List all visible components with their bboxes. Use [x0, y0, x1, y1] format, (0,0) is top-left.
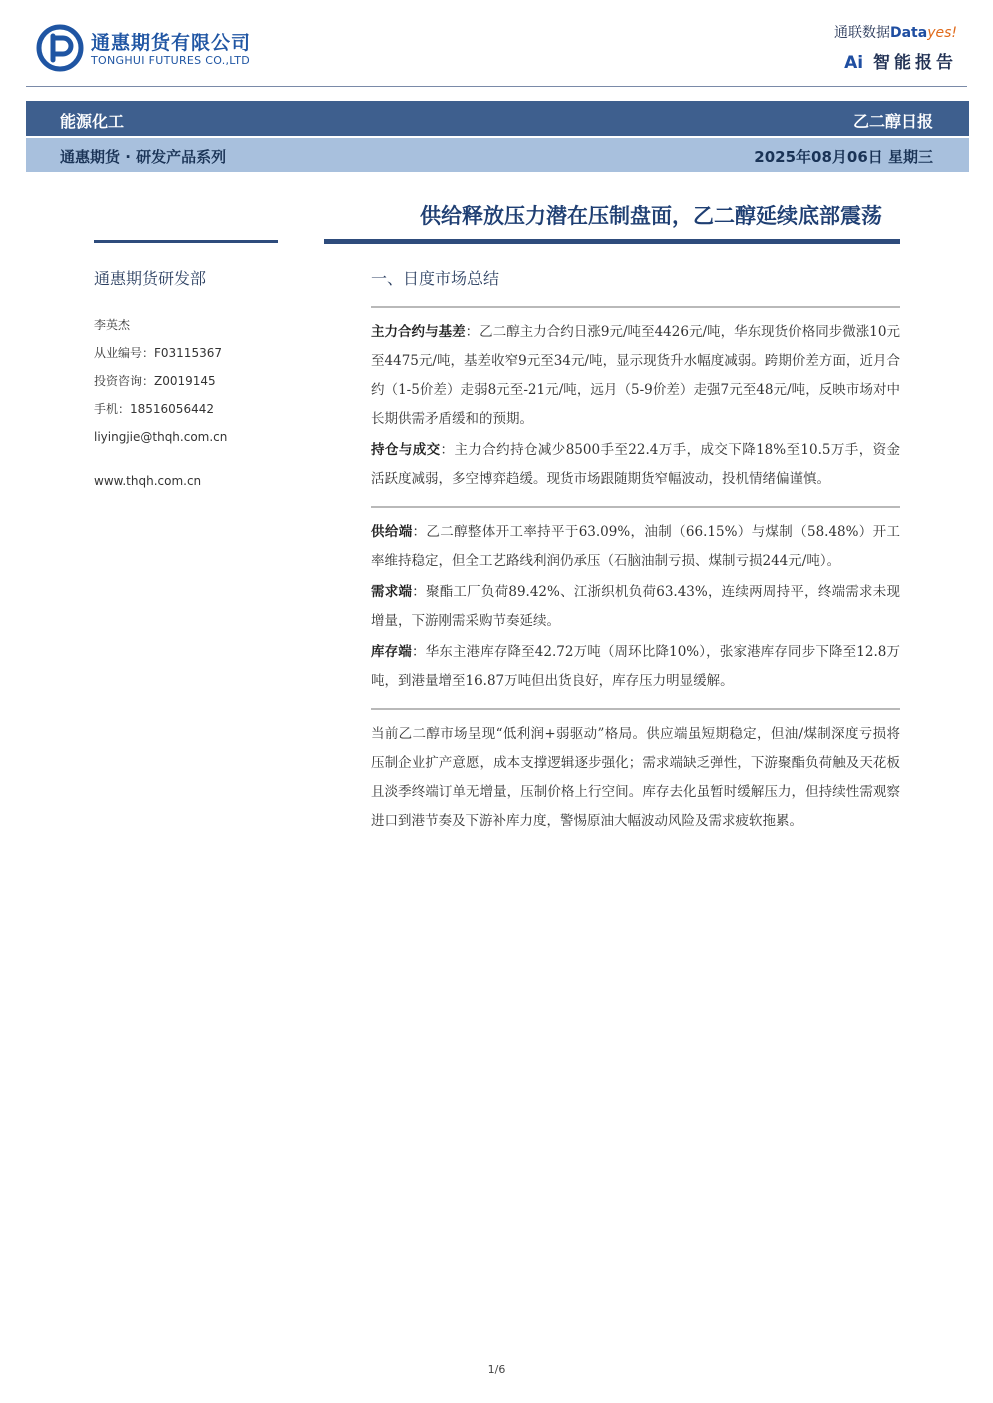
paragraph-inventory	[371, 638, 900, 696]
paragraph-conclusion: 当前乙二醇市场呈现“低利润+弱驱动”格局。供应端虽短期稳定，但油/煤制深度亏损将压制企业扩产意愿，成本支撑逻辑逐步强化；需求端缺乏弹性，下游聚酯负荷触及天花板且淡季终端订单无增量，压制价格上行空间。库存去化虽暂时缓解压力，但持续性需观察进口到港节奏及下游补库力度，警惕原油大幅波动风险及需求疲软拖累。	[371, 726, 900, 829]
summary-block-1	[371, 314, 900, 498]
main-content	[371, 264, 900, 840]
label-contract-basis: 主力合约与基差	[371, 324, 466, 340]
brand-top	[834, 22, 957, 42]
brand-report: 智能报告	[873, 53, 957, 73]
section-divider	[371, 306, 900, 308]
text-position-volume: ：主力合约持仓减少8500手至22.4万手，成交下降18%至10.5万手，资金活跃度减弱，多空博弈趋缓。现货市场跟随期货窄幅波动，投机情绪偏谨慎。	[371, 442, 901, 487]
logo-english-name: TONGHUI FUTURES CO.,LTD	[91, 54, 251, 67]
logo-chinese-name: 通惠期货有限公司	[91, 32, 252, 54]
summary-block-2	[371, 514, 900, 700]
brand-bottom	[834, 48, 957, 73]
label-position-volume: 持仓与成交	[371, 442, 441, 458]
phone: 手机：18516056442	[94, 402, 214, 416]
series-band	[26, 138, 969, 172]
paragraph-contract-basis	[371, 318, 900, 434]
report-type: 乙二醇日报	[852, 112, 933, 131]
website-link[interactable]: www.thqh.com.cn	[94, 474, 202, 488]
paragraph-supply	[371, 518, 900, 576]
category-band	[26, 101, 969, 136]
title-underline	[324, 239, 900, 244]
label-inventory: 库存端	[371, 644, 412, 660]
sidebar-topline	[94, 240, 278, 243]
author-name: 李英杰	[94, 318, 131, 332]
email-link[interactable]: liyingjie@thqh.com.cn	[94, 430, 228, 444]
report-title: 供给释放压力潜在压制盘面，乙二醇延续底部震荡	[420, 204, 882, 228]
label-demand: 需求端	[371, 584, 413, 600]
text-demand: ：聚酯工厂负荷89.42%、江浙织机负荷63.43%，连续两周持平，终端需求未现增量，下游刚需采购节奏延续。	[371, 584, 901, 629]
paragraph-demand	[371, 578, 900, 636]
report-date: 2025年08月06日 星期三	[754, 148, 933, 166]
series-label: 通惠期货 · 研发产品系列	[60, 148, 227, 166]
author-sidebar	[94, 266, 294, 495]
summary-block-3	[371, 716, 900, 840]
category-label: 能源化工	[60, 112, 125, 131]
section-heading: 一、日度市场总结	[371, 269, 500, 288]
datayes-brand	[834, 22, 957, 73]
brand-cn: 通联数据	[833, 25, 890, 41]
text-contract-basis: ：乙二醇主力合约日涨9元/吨至4426元/吨，华东现货价格同步微涨10元至4475元/吨，基差收窄9元至34元/吨，显示现货升水幅度减弱。跨期价差方面，近月合约（1-5价差）走弱8元至-21元/吨，远月（5-9价差）走强7元至48元/吨，反映市场对中长期供需矛盾缓和的预期。	[371, 324, 901, 427]
paragraph-position-volume	[371, 436, 900, 494]
block-divider	[371, 506, 900, 508]
license-number: 从业编号：F03115367	[94, 346, 222, 360]
text-inventory: ：华东主港库存降至42.72万吨（周环比降10%），张家港库存同步下降至12.8万吨，到港量增至16.87万吨但出货良好，库存压力明显缓解。	[371, 644, 901, 689]
consult-number: 投资咨询：Z0019145	[94, 374, 216, 388]
header-divider	[26, 86, 967, 87]
text-supply: ：乙二醇整体开工率持平于63.09%，油制（66.15%）与煤制（58.48%）开工率维持稳定，但全工艺路线利润仍承压（石脑油制亏损、煤制亏损244元/吨）。	[371, 524, 900, 569]
brand-yes: yes!	[927, 25, 957, 41]
company-logo	[36, 24, 276, 74]
tonghui-logo-icon	[36, 24, 84, 72]
brand-data: Data	[889, 25, 928, 41]
block-divider-2	[371, 708, 900, 710]
label-supply: 供给端	[371, 524, 413, 540]
brand-ai: Ai	[844, 53, 864, 73]
department: 通惠期货研发部	[94, 269, 207, 288]
page-number: 1/6	[487, 1363, 506, 1376]
